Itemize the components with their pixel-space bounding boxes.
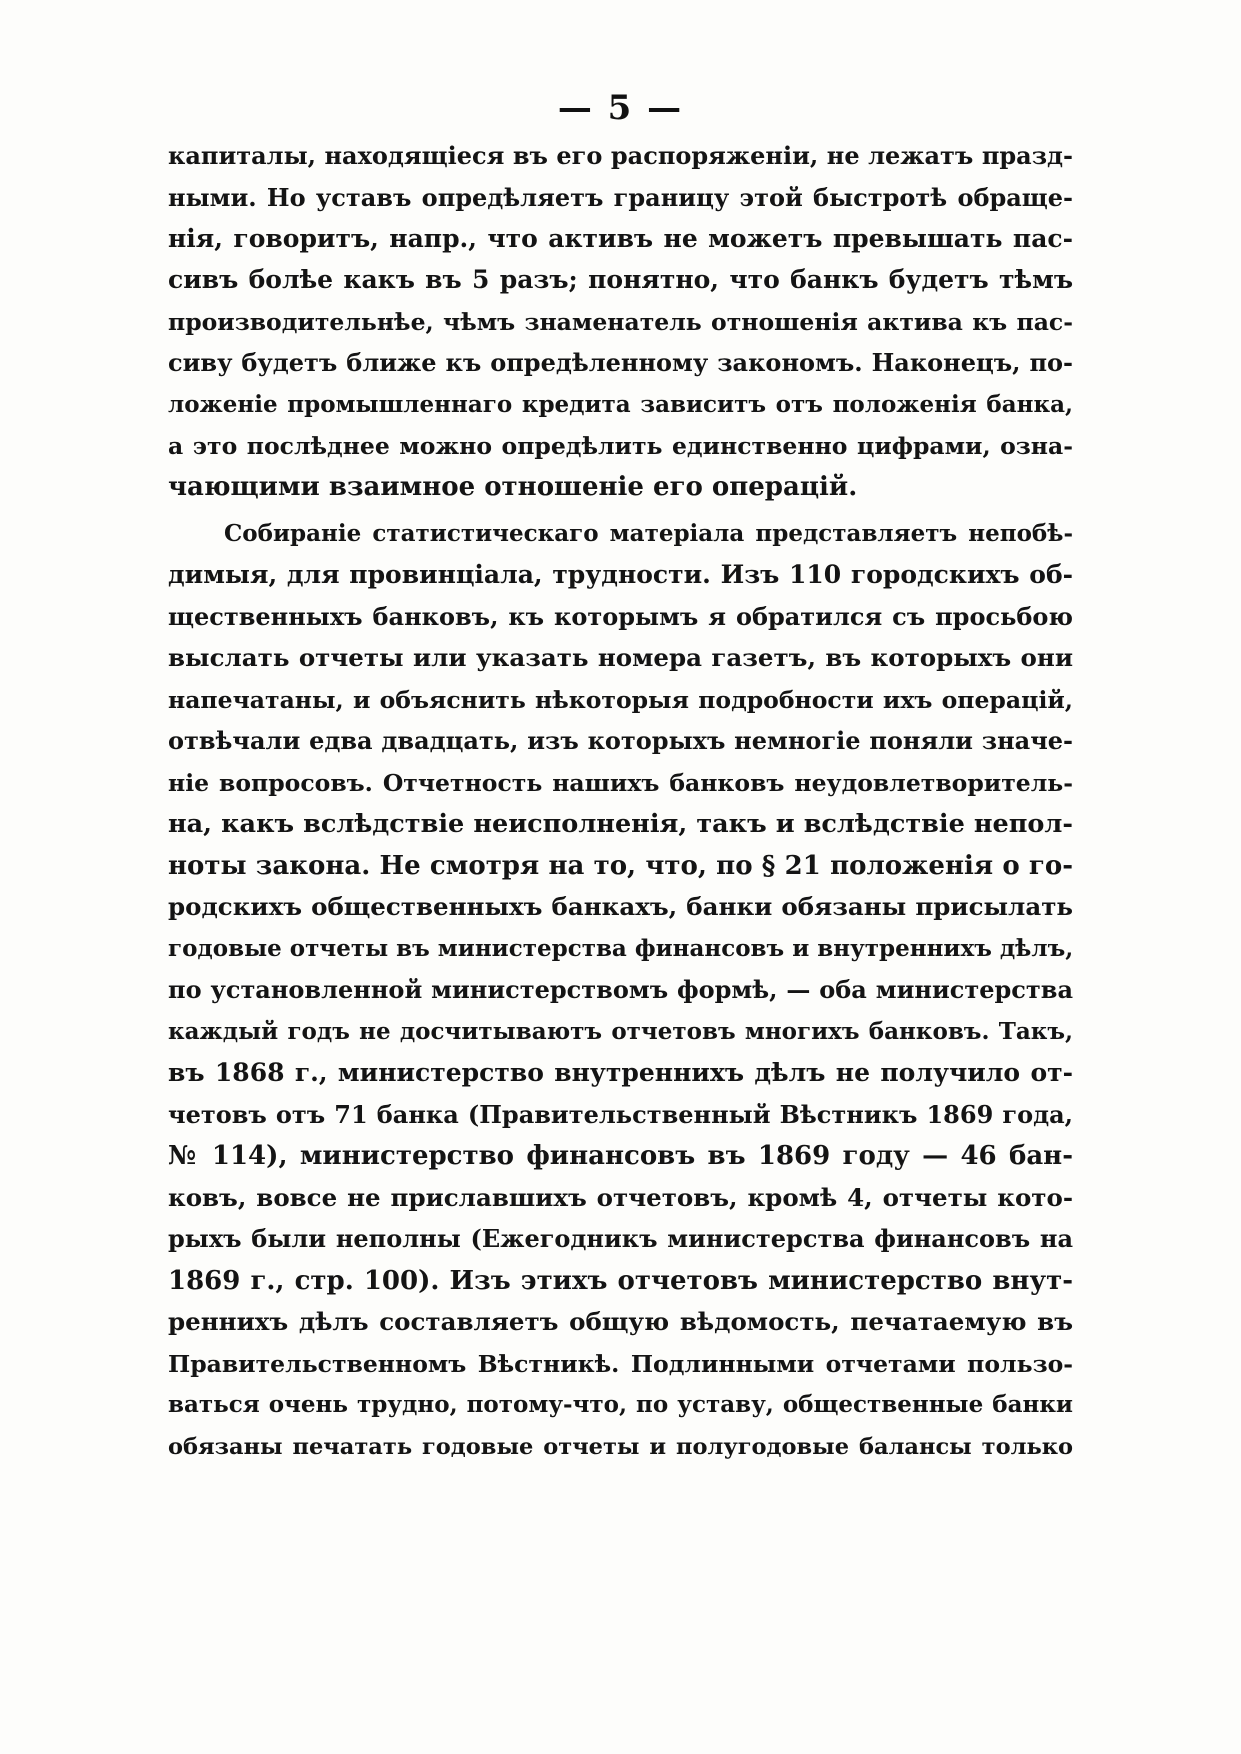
- text-line: а это послѣднее можно опредѣлить единственно цифрами, озна-: [168, 432, 1073, 460]
- text-line: № 114), министерство финансовъ въ 1869 году — 46 бан-: [168, 1141, 1073, 1171]
- text-line: рыхъ были неполны (Ежегодникъ министерства финансовъ на: [168, 1224, 1073, 1253]
- text-line: реннихъ дѣлъ составляетъ общую вѣдомость, печатаемую въ: [168, 1307, 1073, 1336]
- text-line: 1869 г., стр. 100). Изъ этихъ отчетовъ министерство внут-: [168, 1266, 1073, 1296]
- text-line: каждый годъ не досчитываютъ отчетовъ многихъ банковъ. Такъ,: [168, 1018, 1073, 1045]
- text-line: годовые отчеты въ министерства финансовъ и внутреннихъ дѣлъ,: [168, 935, 1074, 962]
- text-line: Правительственномъ Вѣстникѣ. Подлинными отчетами пользо-: [168, 1350, 1073, 1378]
- text-line: нія, говоритъ, напр., что активъ не можетъ превышать пас-: [168, 224, 1073, 253]
- text-line: на, какъ вслѣдствіе неисполненія, такъ и вслѣдствіе непол-: [168, 809, 1073, 839]
- text-line: ніе вопросовъ. Отчетность нашихъ банковъ неудовлетворитель-: [168, 769, 1073, 797]
- text-line: выслать отчеты или указать номера газетъ, въ которыхъ они: [168, 643, 1073, 672]
- text-line: димыя, для провинціала, трудности. Изъ 110 городскихъ об-: [168, 560, 1073, 589]
- text-line: ными. Но уставъ опредѣляетъ границу этой быстротѣ обраще-: [168, 183, 1073, 212]
- text-line: родскихъ общественныхъ банкахъ, банки обязаны присылать: [168, 892, 1073, 921]
- text-line: отвѣчали едва двадцать, изъ которыхъ немногіе поняли значе-: [168, 726, 1073, 755]
- text-line: обязаны печатать годовые отчеты и полугодовые балансы только: [168, 1434, 1073, 1460]
- text-line: щественныхъ банковъ, къ которымъ я обратился съ просьбою: [168, 602, 1073, 631]
- text-line: по установленной министерствомъ формѣ, — оба министерства: [168, 975, 1073, 1004]
- text-line: ложеніе промышленнаго кредита зависитъ отъ положенія банка,: [168, 391, 1073, 418]
- text-line: чающими взаимное отношеніе его операцій.: [168, 472, 858, 502]
- text-line: ваться очень трудно, потому-что, по уставу, общественные банки: [168, 1391, 1073, 1418]
- page-number: — 5 —: [557, 88, 684, 128]
- text-line: въ 1868 г., министерство внутреннихъ дѣлъ не получило от-: [168, 1058, 1073, 1087]
- text-line: ноты закона. Не смотря на то, что, по § 21 положенія о го-: [168, 851, 1073, 881]
- text-line: ковъ, вовсе не приславшихъ отчетовъ, кромѣ 4, отчеты кото-: [168, 1183, 1073, 1212]
- text-line: сивъ болѣе какъ въ 5 разъ; понятно, что банкъ будетъ тѣмъ: [168, 265, 1073, 294]
- text-line: производительнѣе, чѣмъ знаменатель отношенія актива къ пас-: [168, 308, 1073, 336]
- text-line: Собираніе статистическаго матеріала представляетъ непобѣ-: [224, 520, 1073, 547]
- text-line: четовъ отъ 71 банка (Правительственный Вѣстникъ 1869 года,: [168, 1100, 1073, 1129]
- text-line: напечатаны, и объяснить нѣкоторыя подробности ихъ операцій,: [168, 686, 1073, 714]
- text-line: сиву будетъ ближе къ опредѣленному закономъ. Наконецъ, по-: [168, 348, 1073, 377]
- text-line: капиталы, находящіеся въ его распоряженіи, не лежатъ празд-: [168, 141, 1073, 170]
